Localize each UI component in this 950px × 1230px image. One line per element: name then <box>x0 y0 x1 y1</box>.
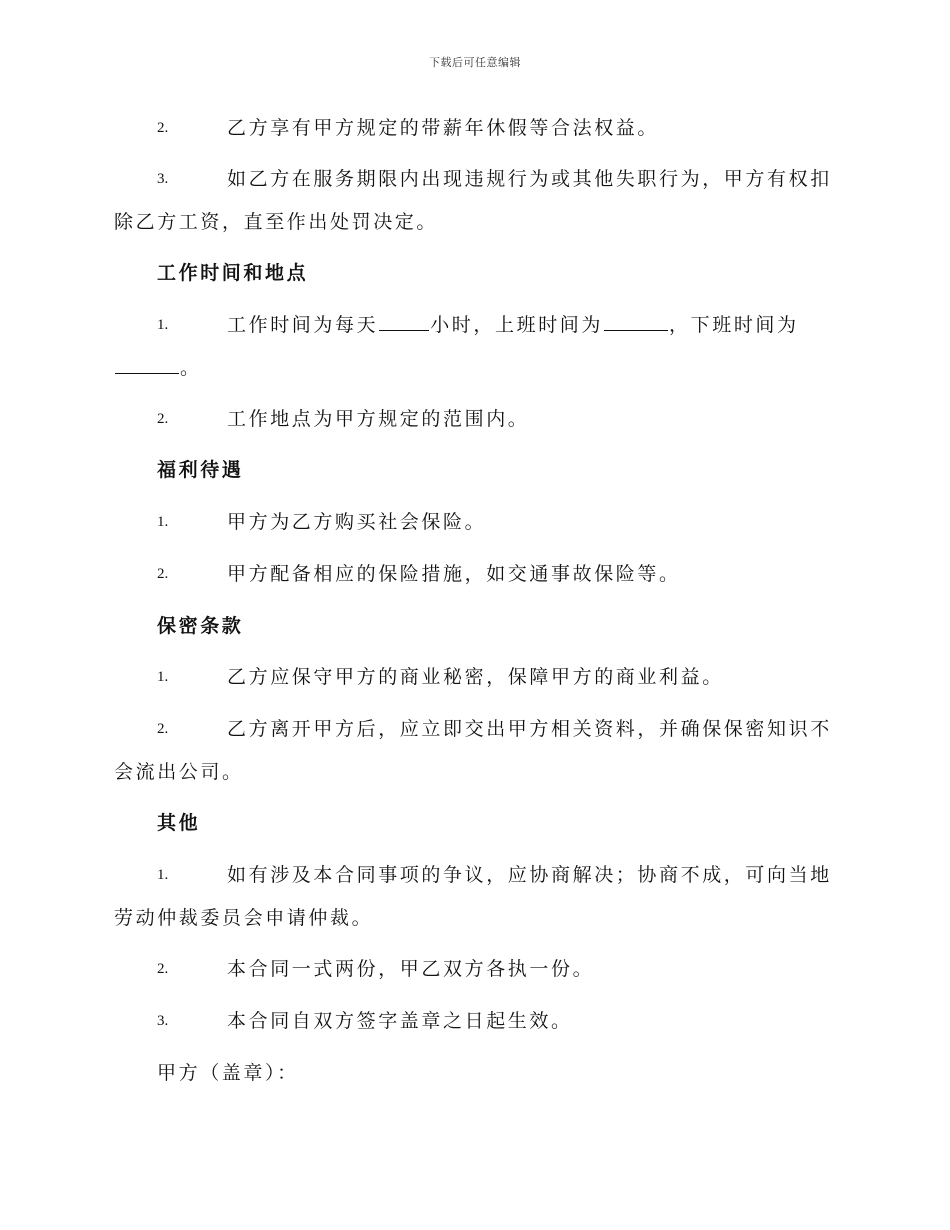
paragraph-text: 甲方配备相应的保险措施，如交通事故保险等。 <box>227 563 681 585</box>
text-fragment: ，下班时间为 <box>669 314 799 336</box>
fill-in-blank-start-time[interactable] <box>604 312 668 331</box>
item-number: 3. <box>157 1013 169 1029</box>
item-number: 1. <box>157 317 169 333</box>
item-number: 1. <box>157 867 169 883</box>
paragraph-text-continued <box>114 355 202 381</box>
paragraph-text: 如有涉及本合同事项的争议，应协商解决；协商不成，可向当地 <box>227 864 832 886</box>
item-number: 2. <box>157 721 169 737</box>
paragraph-text: 乙方享有甲方规定的带薪年休假等合法权益。 <box>227 117 660 139</box>
section-heading-benefits: 福利待遇 <box>157 459 244 481</box>
paragraph-text: 如乙方在服务期限内出现违规行为或其他失职行为，甲方有权扣 <box>227 168 832 190</box>
section-heading-work-time: 工作时间和地点 <box>157 262 309 284</box>
paragraph-text: 乙方离开甲方后，应立即交出甲方相关资料，并确保保密知识不 <box>227 718 832 740</box>
paragraph-text: 本合同一式两份，甲乙双方各执一份。 <box>227 958 595 980</box>
fill-in-blank-end-time[interactable] <box>115 355 179 374</box>
item-number: 1. <box>157 514 169 530</box>
paragraph-text-continued: 除乙方工资，直至作出处罚决定。 <box>114 211 439 233</box>
paragraph-work-hours <box>227 312 799 338</box>
item-number: 1. <box>157 669 169 685</box>
item-number: 2. <box>157 120 169 136</box>
signature-party-a: 甲方（盖章）： <box>157 1062 299 1084</box>
item-number: 2. <box>157 961 169 977</box>
paragraph-text-continued: 劳动仲裁委员会申请仲裁。 <box>114 907 374 929</box>
paragraph-text-continued: 会流出公司。 <box>114 761 244 783</box>
page-header: 下载后可任意编辑 <box>429 56 521 69</box>
text-fragment: 工作时间为每天 <box>227 314 379 336</box>
fill-in-blank-hours[interactable] <box>379 312 429 331</box>
paragraph-text: 乙方应保守甲方的商业秘密，保障甲方的商业利益。 <box>227 666 724 688</box>
section-heading-other: 其他 <box>157 812 201 834</box>
paragraph-text: 工作地点为甲方规定的范围内。 <box>227 408 530 430</box>
item-number: 2. <box>157 566 169 582</box>
paragraph-text: 甲方为乙方购买社会保险。 <box>227 511 487 533</box>
text-fragment: 。 <box>180 357 202 379</box>
section-heading-confidentiality: 保密条款 <box>157 615 244 637</box>
text-fragment: 小时，上班时间为 <box>430 314 604 336</box>
item-number: 2. <box>157 411 169 427</box>
paragraph-text: 本合同自双方签字盖章之日起生效。 <box>227 1010 573 1032</box>
item-number: 3. <box>157 171 169 187</box>
